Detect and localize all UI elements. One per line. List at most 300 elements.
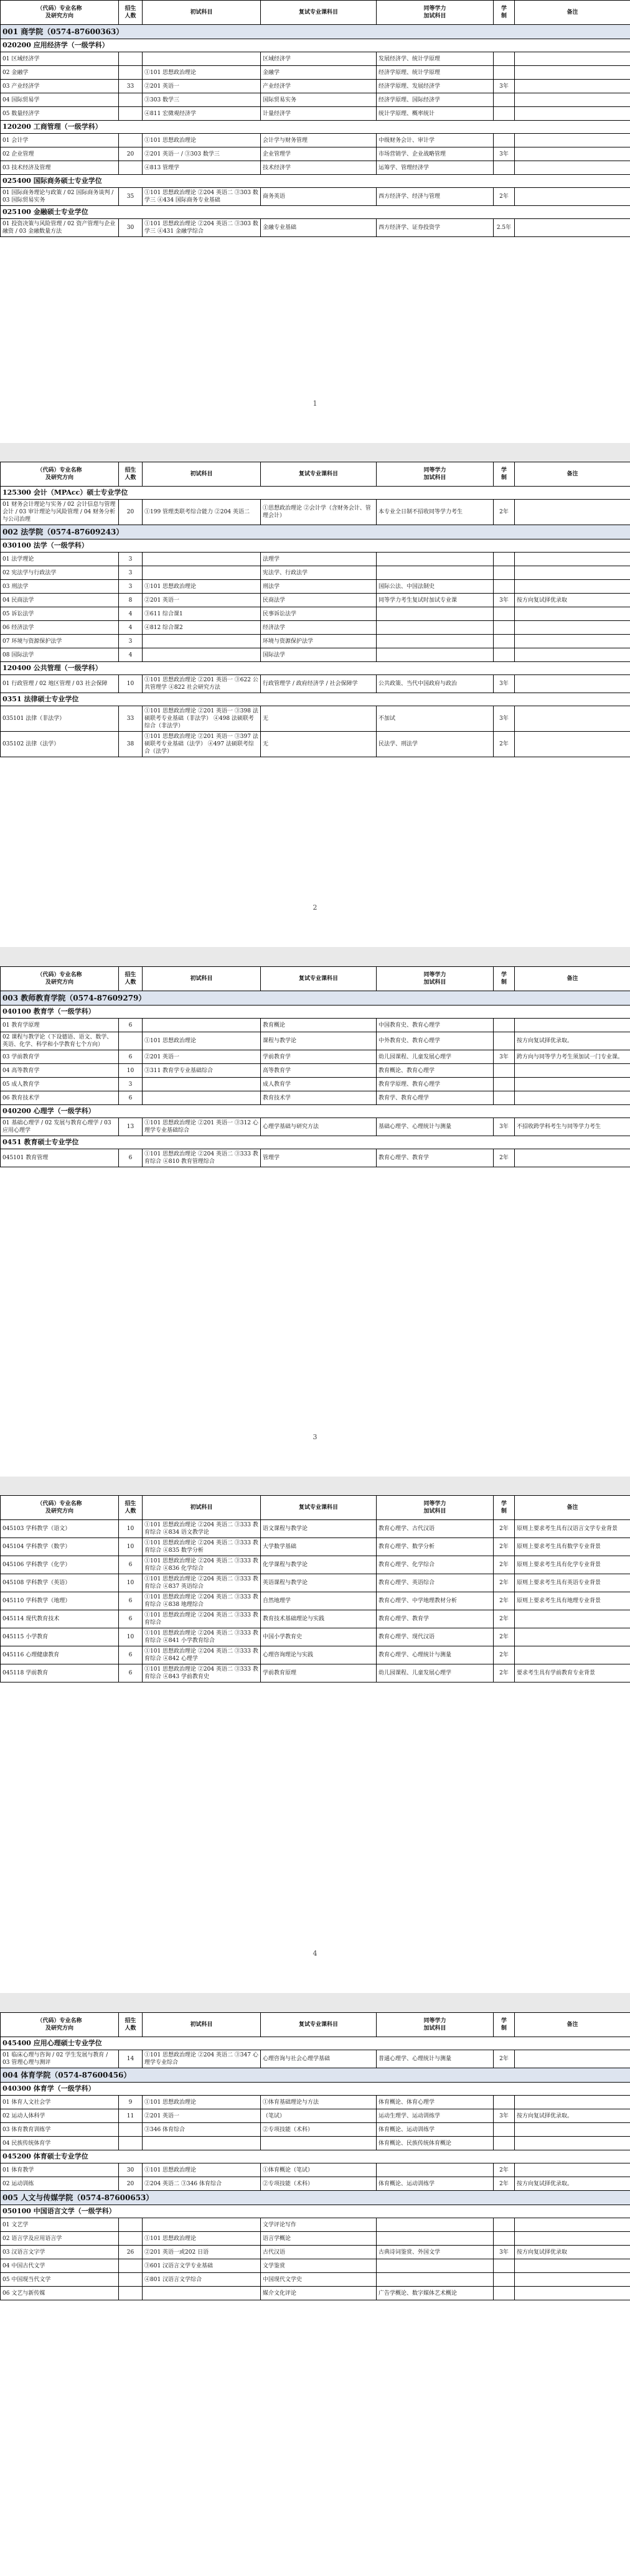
quota-cell — [119, 2137, 143, 2150]
major-cell: 035102 法律（法学） — [1, 732, 119, 757]
equivalent-exam-cell: 中国教育史、教育心理学 — [377, 1019, 494, 1032]
quota-cell — [119, 1032, 143, 1050]
table-row — [1, 621, 630, 635]
table-row — [1, 147, 630, 161]
equivalent-exam-cell: 基础心理学、心理统计与测量 — [377, 1118, 494, 1136]
exam-subjects-cell: ①101 思想政治理论 — [143, 1032, 261, 1050]
column-header: （代码）专业名称 及研究方向 — [1, 2013, 119, 2037]
document-page — [0, 0, 630, 443]
exam-subjects-cell: ②201 英语一 — [143, 594, 261, 607]
quota-cell: 6 — [119, 1664, 143, 1682]
discipline-heading: 120400 公共管理（一级学科） — [1, 662, 630, 675]
major-cell: 07 环境与资源保护法学 — [1, 635, 119, 648]
enrollment-table — [0, 1495, 630, 1682]
notes-cell — [515, 2050, 630, 2068]
exam-subjects-cell — [143, 553, 261, 566]
quota-cell: 20 — [119, 500, 143, 525]
retest-subjects-cell: 教育概论 — [261, 1019, 377, 1032]
notes-cell — [515, 732, 630, 757]
notes-cell — [515, 1610, 630, 1628]
retest-subjects-cell: 英语课程与教学论 — [261, 1574, 377, 1592]
discipline-heading: 040200 心理学（一级学科） — [1, 1105, 630, 1118]
notes-cell — [515, 2137, 630, 2150]
table-row — [1, 1118, 630, 1136]
table-row — [1, 2218, 630, 2232]
exam-subjects-cell: ④812 综合课2 — [143, 621, 261, 635]
duration-cell — [494, 580, 515, 594]
equivalent-exam-cell: 体育概论、民族传统体育概论 — [377, 2137, 494, 2150]
duration-cell: 2年 — [494, 1520, 515, 1538]
retest-subjects-cell: 经济法学 — [261, 621, 377, 635]
notes-cell — [515, 1019, 630, 1032]
major-cell: 01 财务会计理论与实务 / 02 会计信息与管理会计 / 03 审计理论与风险管理 / 04 财务分析与公司治理 — [1, 500, 119, 525]
table-row — [1, 635, 630, 648]
major-cell: 01 区域经济学 — [1, 52, 119, 66]
retest-subjects-cell: 国际法学 — [261, 648, 377, 662]
duration-cell — [494, 1032, 515, 1050]
discipline-heading-row — [1, 206, 630, 219]
equivalent-exam-cell: 同等学力考生复试时加试专业课 — [377, 594, 494, 607]
notes-cell — [515, 1064, 630, 1078]
table-row — [1, 553, 630, 566]
notes-cell: 要求考生具有学前教育专业背景 — [515, 1664, 630, 1682]
quota-cell: 26 — [119, 2246, 143, 2259]
page-number: 1 — [313, 399, 317, 408]
school-heading: 003 教师教育学院（0574-87609279） — [1, 991, 630, 1006]
notes-cell: 原则上要求考生具有英语专业背景 — [515, 1574, 630, 1592]
major-cell: 045110 学科教学（地理） — [1, 1592, 119, 1610]
duration-cell — [494, 2218, 515, 2232]
exam-subjects-cell: ①101 思想政治理论 ②204 英语二 ③333 教育综合 ④834 语文教学论 — [143, 1520, 261, 1538]
notes-cell — [515, 2259, 630, 2273]
retest-subjects-cell: 心理学基础与研究方法 — [261, 1118, 377, 1136]
duration-cell: 2年 — [494, 2050, 515, 2068]
discipline-heading: 0451 教育硕士专业学位 — [1, 1136, 630, 1149]
equivalent-exam-cell: 中级财务会计、审计学 — [377, 134, 494, 147]
column-header: 备注 — [515, 2013, 630, 2037]
duration-cell: 2年 — [494, 732, 515, 757]
equivalent-exam-cell — [377, 2259, 494, 2273]
equivalent-exam-cell: 教育心理学、现代汉语 — [377, 1628, 494, 1646]
column-header: 备注 — [515, 1, 630, 25]
retest-subjects-cell: （笔试） — [261, 2109, 377, 2123]
quota-cell: 6 — [119, 1091, 143, 1105]
duration-cell: 2年 — [494, 1664, 515, 1682]
duration-cell: 2.5年 — [494, 219, 515, 237]
major-cell: 01 投资决策与风险管理 / 02 资产管理与企业融资 / 03 金融数量方法 — [1, 219, 119, 237]
exam-subjects-cell — [143, 1019, 261, 1032]
notes-cell — [515, 607, 630, 621]
quota-cell — [119, 66, 143, 80]
table-row — [1, 594, 630, 607]
quota-cell — [119, 2259, 143, 2273]
duration-cell: 3年 — [494, 147, 515, 161]
duration-cell: 3年 — [494, 2246, 515, 2259]
major-cell: 01 文艺学 — [1, 2218, 119, 2232]
exam-subjects-cell: ①101 思想政治理论 ②204 英语二 ③333 教育综合 ④837 英语综合 — [143, 1574, 261, 1592]
column-header: （代码）专业名称 及研究方向 — [1, 1496, 119, 1520]
notes-cell — [515, 66, 630, 80]
column-header: 同等学力 加试科目 — [377, 967, 494, 991]
retest-subjects-cell: 心理咨询理论与实践 — [261, 1646, 377, 1664]
retest-subjects-cell: 高等教育学 — [261, 1064, 377, 1078]
exam-subjects-cell: ②201 英语一或202 日语 — [143, 2246, 261, 2259]
discipline-heading-row — [1, 2083, 630, 2096]
table-row — [1, 1610, 630, 1628]
column-header: 同等学力 加试科目 — [377, 1, 494, 25]
major-cell: 05 数量经济学 — [1, 107, 119, 121]
table-row — [1, 2050, 630, 2068]
major-cell: 06 教育技术学 — [1, 1091, 119, 1105]
column-header: 初试科目 — [143, 967, 261, 991]
enrollment-table — [0, 462, 630, 757]
quota-cell: 30 — [119, 219, 143, 237]
exam-subjects-cell — [143, 566, 261, 580]
notes-cell — [515, 2096, 630, 2109]
major-cell: 04 高等教育学 — [1, 1064, 119, 1078]
exam-subjects-cell: ①101 思想政治理论 — [143, 134, 261, 147]
equivalent-exam-cell: 不加试 — [377, 706, 494, 732]
retest-subjects-cell: 民商法学 — [261, 594, 377, 607]
equivalent-exam-cell: 体育概论、体育心理学 — [377, 2096, 494, 2109]
major-cell: 05 诉讼法学 — [1, 607, 119, 621]
retest-subjects-cell: 学前教育学 — [261, 1050, 377, 1064]
major-cell: 02 语言学及应用语言学 — [1, 2232, 119, 2246]
duration-cell — [494, 2232, 515, 2246]
major-cell: 01 教育学原理 — [1, 1019, 119, 1032]
quota-cell — [119, 2232, 143, 2246]
retest-subjects-cell: 大学数学基础 — [261, 1538, 377, 1556]
quota-cell: 11 — [119, 2109, 143, 2123]
quota-cell: 8 — [119, 594, 143, 607]
table-row — [1, 161, 630, 175]
notes-cell: 按方向复试择优录取 — [515, 594, 630, 607]
equivalent-exam-cell: 教育学原理、教育心理学 — [377, 1078, 494, 1091]
retest-subjects-cell: 刑法学 — [261, 580, 377, 594]
major-cell: 04 中国古代文学 — [1, 2259, 119, 2273]
column-header: 学 制 — [494, 1496, 515, 1520]
table-row — [1, 732, 630, 757]
discipline-heading-row — [1, 662, 630, 675]
exam-subjects-cell: ①101 思想政治理论 — [143, 580, 261, 594]
exam-subjects-cell: ②204 英语二 ③346 体育综合 — [143, 2177, 261, 2191]
notes-cell — [515, 1149, 630, 1167]
table-row — [1, 107, 630, 121]
notes-cell: 原则上要求考生具有化学专业背景 — [515, 1556, 630, 1574]
major-cell: 04 国际贸易学 — [1, 93, 119, 107]
exam-subjects-cell — [143, 52, 261, 66]
major-cell: 02 课程与教学论（下设德语、语文、数学、英语、化学、科学和小学教育七个方向） — [1, 1032, 119, 1050]
discipline-heading-row — [1, 1105, 630, 1118]
column-header: 初试科目 — [143, 2013, 261, 2037]
equivalent-exam-cell — [377, 621, 494, 635]
notes-cell: 按方向复试择优录取。 — [515, 1032, 630, 1050]
exam-subjects-cell: ①101 思想政治理论 — [143, 2096, 261, 2109]
duration-cell — [494, 1091, 515, 1105]
equivalent-exam-cell: 中外教育史、教育心理学 — [377, 1032, 494, 1050]
school-heading: 001 商学院（0574-87600363） — [1, 25, 630, 39]
column-header: 初试科目 — [143, 1496, 261, 1520]
exam-subjects-cell: ①101 思想政治理论 — [143, 2163, 261, 2177]
retest-subjects-cell: 教育技术基础理论与实践 — [261, 1610, 377, 1628]
notes-cell — [515, 1078, 630, 1091]
exam-subjects-cell: ①101 思想政治理论 ②201 英语一 ③622 公共管理学 ④822 社会研究方法 — [143, 675, 261, 693]
major-cell: 02 宪法学与行政法学 — [1, 566, 119, 580]
retest-subjects-cell: 媒介文化评论 — [261, 2287, 377, 2300]
discipline-heading: 030100 法学（一级学科） — [1, 539, 630, 553]
duration-cell — [494, 607, 515, 621]
quota-cell: 6 — [119, 1646, 143, 1664]
retest-subjects-cell: 古代汉语 — [261, 2246, 377, 2259]
table-row — [1, 1592, 630, 1610]
table-row — [1, 1538, 630, 1556]
table-row — [1, 1664, 630, 1682]
discipline-heading: 120200 工商管理（一级学科） — [1, 121, 630, 134]
retest-subjects-cell: 化学课程与教学论 — [261, 1556, 377, 1574]
equivalent-exam-cell: 广告学概论、数字媒体艺术概论 — [377, 2287, 494, 2300]
equivalent-exam-cell: 公共政策、当代中国政府与政治 — [377, 675, 494, 693]
duration-cell: 2年 — [494, 188, 515, 206]
exam-subjects-cell: ③303 数学三 — [143, 93, 261, 107]
notes-cell — [515, 566, 630, 580]
major-cell: 08 国际法学 — [1, 648, 119, 662]
duration-cell: 2年 — [494, 1149, 515, 1167]
major-cell: 03 刑法学 — [1, 580, 119, 594]
table-row — [1, 566, 630, 580]
school-heading-row — [1, 525, 630, 539]
retest-subjects-cell: 中国现代文学史 — [261, 2273, 377, 2287]
retest-subjects-cell: 商务英语 — [261, 188, 377, 206]
table-row — [1, 1019, 630, 1032]
notes-cell — [515, 500, 630, 525]
table-row — [1, 2109, 630, 2123]
table-row — [1, 2123, 630, 2137]
major-cell: 01 体育人文社会学 — [1, 2096, 119, 2109]
exam-subjects-cell: ①101 思想政治理论 ②201 英语一 ③398 法硕联考专业基础（非法学） ④498 法硕联考综合（非法学） — [143, 706, 261, 732]
retest-subjects-cell: 金融专业基础 — [261, 219, 377, 237]
equivalent-exam-cell: 国际公法、中国法制史 — [377, 580, 494, 594]
column-header: 招生 人数 — [119, 462, 143, 487]
major-cell: 045104 学科教学（数学） — [1, 1538, 119, 1556]
enrollment-table — [0, 2012, 630, 2300]
table-row — [1, 134, 630, 147]
equivalent-exam-cell: 体育概论、运动训练学 — [377, 2177, 494, 2191]
duration-cell: 2年 — [494, 1538, 515, 1556]
exam-subjects-cell: ②201 英语一 — [143, 2109, 261, 2123]
retest-subjects-cell: 环境与资源保护法学 — [261, 635, 377, 648]
discipline-heading-row — [1, 487, 630, 500]
notes-cell — [515, 1628, 630, 1646]
major-cell: 045115 小学教育 — [1, 1628, 119, 1646]
duration-cell: 2年 — [494, 1592, 515, 1610]
discipline-heading: 020200 应用经济学（一级学科） — [1, 39, 630, 52]
table-row — [1, 1628, 630, 1646]
equivalent-exam-cell: 运动生理学、运动训练学 — [377, 2109, 494, 2123]
table-row — [1, 1646, 630, 1664]
quota-cell: 3 — [119, 553, 143, 566]
quota-cell: 13 — [119, 1118, 143, 1136]
retest-subjects-cell: 中国小学教育史 — [261, 1628, 377, 1646]
retest-subjects-cell: 无 — [261, 706, 377, 732]
equivalent-exam-cell — [377, 2163, 494, 2177]
major-cell: 06 经济法学 — [1, 621, 119, 635]
quota-cell: 20 — [119, 2177, 143, 2191]
quota-cell: 6 — [119, 1149, 143, 1167]
column-header: 复试专业课科目 — [261, 967, 377, 991]
major-cell: 045101 教育管理 — [1, 1149, 119, 1167]
exam-subjects-cell — [143, 2287, 261, 2300]
discipline-heading: 040100 教育学（一级学科） — [1, 1006, 630, 1019]
duration-cell: 2年 — [494, 2163, 515, 2177]
table-row — [1, 2137, 630, 2150]
equivalent-exam-cell — [377, 635, 494, 648]
retest-subjects-cell — [261, 2137, 377, 2150]
equivalent-exam-cell: 西方经济学、证券投资学 — [377, 219, 494, 237]
column-header: 同等学力 加试科目 — [377, 462, 494, 487]
major-cell: 04 民商法学 — [1, 594, 119, 607]
duration-cell — [494, 2096, 515, 2109]
equivalent-exam-cell — [377, 2232, 494, 2246]
retest-subjects-cell: 产业经济学 — [261, 80, 377, 93]
table-row — [1, 219, 630, 237]
notes-cell — [515, 80, 630, 93]
equivalent-exam-cell: 运筹学、管理经济学 — [377, 161, 494, 175]
equivalent-exam-cell: 发展经济学、统计学原理 — [377, 52, 494, 66]
quota-cell: 20 — [119, 147, 143, 161]
quota-cell: 38 — [119, 732, 143, 757]
table-row — [1, 2232, 630, 2246]
exam-subjects-cell: ①101 思想政治理论 ②204 英语二 ③347 心理学专业综合 — [143, 2050, 261, 2068]
duration-cell: 2年 — [494, 500, 515, 525]
notes-cell — [515, 2232, 630, 2246]
retest-subjects-cell: 宪法学、行政法学 — [261, 566, 377, 580]
table-row — [1, 2096, 630, 2109]
quota-cell: 4 — [119, 621, 143, 635]
column-header: 学 制 — [494, 462, 515, 487]
document-page — [0, 462, 630, 947]
major-cell: 03 汉语言文字学 — [1, 2246, 119, 2259]
exam-subjects-cell: ④801 汉语言文学综合 — [143, 2273, 261, 2287]
exam-subjects-cell: ①101 思想政治理论 ②204 英语二 ③333 教育综合 ④843 学前教育史 — [143, 1664, 261, 1682]
notes-cell — [515, 188, 630, 206]
discipline-heading-row — [1, 539, 630, 553]
quota-cell: 10 — [119, 1574, 143, 1592]
major-cell: 03 技术经济及管理 — [1, 161, 119, 175]
duration-cell — [494, 1019, 515, 1032]
retest-subjects-cell: ①思想政治理论 ②会计学（含财务会计、管理会计） — [261, 500, 377, 525]
quota-cell: 3 — [119, 580, 143, 594]
equivalent-exam-cell: 统计学原理、概率统计 — [377, 107, 494, 121]
quota-cell — [119, 161, 143, 175]
quota-cell: 6 — [119, 1556, 143, 1574]
duration-cell — [494, 648, 515, 662]
exam-subjects-cell: ①101 思想政治理论 ②201 英语一 ③397 法硕联考专业基础（法学） ④497 法硕联考综合（法学） — [143, 732, 261, 757]
equivalent-exam-cell: 教育心理学、教育学 — [377, 1149, 494, 1167]
retest-subjects-cell: 语文课程与教学论 — [261, 1520, 377, 1538]
quota-cell — [119, 2287, 143, 2300]
notes-cell — [515, 553, 630, 566]
quota-cell: 10 — [119, 1628, 143, 1646]
enrollment-table — [0, 966, 630, 1167]
column-header: 复试专业课科目 — [261, 1, 377, 25]
school-heading-row — [1, 991, 630, 1006]
exam-subjects-cell: ①101 思想政治理论 — [143, 2232, 261, 2246]
retest-subjects-cell: 金融学 — [261, 66, 377, 80]
notes-cell — [515, 219, 630, 237]
duration-cell: 3年 — [494, 80, 515, 93]
notes-cell: 不招收跨学科考生与同等学力考生 — [515, 1118, 630, 1136]
notes-cell: 原则上要求考生具有数学专业背景 — [515, 1538, 630, 1556]
duration-cell — [494, 66, 515, 80]
major-cell: 02 运动人体科学 — [1, 2109, 119, 2123]
duration-cell — [494, 2259, 515, 2273]
duration-cell: 2年 — [494, 2177, 515, 2191]
major-cell: 04 民族传统体育学 — [1, 2137, 119, 2150]
discipline-heading: 040300 体育学（一级学科） — [1, 2083, 630, 2096]
table-row — [1, 2246, 630, 2259]
column-header: 学 制 — [494, 2013, 515, 2037]
equivalent-exam-cell: 古典诗词鉴赏、外国文学 — [377, 2246, 494, 2259]
table-row — [1, 1091, 630, 1105]
duration-cell: 3年 — [494, 1118, 515, 1136]
equivalent-exam-cell: 教育心理学、英语综合 — [377, 1574, 494, 1592]
notes-cell: 原则上要求考生具有汉语言文学专业背景 — [515, 1520, 630, 1538]
discipline-heading-row — [1, 39, 630, 52]
major-cell: 01 国际商务理论与政策 / 02 国际商务谈判 / 03 国际贸易实务 — [1, 188, 119, 206]
quota-cell: 30 — [119, 2163, 143, 2177]
retest-subjects-cell: 自然地理学 — [261, 1592, 377, 1610]
equivalent-exam-cell: 经济学原理、统计学原理 — [377, 66, 494, 80]
equivalent-exam-cell: 经济学原理、发展经济学 — [377, 80, 494, 93]
exam-subjects-cell: ①101 思想政治理论 ②204 英语二 ③333 教育综合 ④838 地理综合 — [143, 1592, 261, 1610]
equivalent-exam-cell: 经济学原理、国际经济学 — [377, 93, 494, 107]
table-row — [1, 500, 630, 525]
exam-subjects-cell: ①101 思想政治理论 — [143, 66, 261, 80]
quota-cell: 6 — [119, 1610, 143, 1628]
equivalent-exam-cell: 教育心理学、古代汉语 — [377, 1520, 494, 1538]
exam-subjects-cell: ④813 管理学 — [143, 161, 261, 175]
equivalent-exam-cell — [377, 648, 494, 662]
equivalent-exam-cell: 教育心理学、中学地理教材分析 — [377, 1592, 494, 1610]
equivalent-exam-cell: 西方经济学、经济与管理 — [377, 188, 494, 206]
discipline-heading-row — [1, 1136, 630, 1149]
exam-subjects-cell: ①199 管理类联考综合能力 ②204 英语二 — [143, 500, 261, 525]
retest-subjects-cell: ①体育基础理论与方法 — [261, 2096, 377, 2109]
major-cell: 035101 法律（非法学） — [1, 706, 119, 732]
major-cell: 02 企业管理 — [1, 147, 119, 161]
discipline-heading: 125300 会计（MPAcc）硕士专业学位 — [1, 487, 630, 500]
major-cell: 01 行政管理 / 02 地区管理 / 03 社会保障 — [1, 675, 119, 693]
discipline-heading-row — [1, 693, 630, 706]
quota-cell: 35 — [119, 188, 143, 206]
exam-subjects-cell — [143, 2218, 261, 2232]
discipline-heading: 025100 金融硕士专业学位 — [1, 206, 630, 219]
table-row — [1, 2273, 630, 2287]
school-heading-row — [1, 25, 630, 39]
retest-subjects-cell: 课程与教学论 — [261, 1032, 377, 1050]
retest-subjects-cell: 国际贸易实务 — [261, 93, 377, 107]
major-cell: 045106 学科教学（化学） — [1, 1556, 119, 1574]
document-page — [0, 2012, 630, 2576]
retest-subjects-cell: 心理咨询与社会心理学基础 — [261, 2050, 377, 2068]
notes-cell — [515, 161, 630, 175]
equivalent-exam-cell: 教育心理学、数学分析 — [377, 1538, 494, 1556]
major-cell: 02 金融学 — [1, 66, 119, 80]
notes-cell — [515, 2218, 630, 2232]
retest-subjects-cell: ②专项技能（术科） — [261, 2123, 377, 2137]
column-header: 复试专业课科目 — [261, 2013, 377, 2037]
exam-subjects-cell — [143, 635, 261, 648]
